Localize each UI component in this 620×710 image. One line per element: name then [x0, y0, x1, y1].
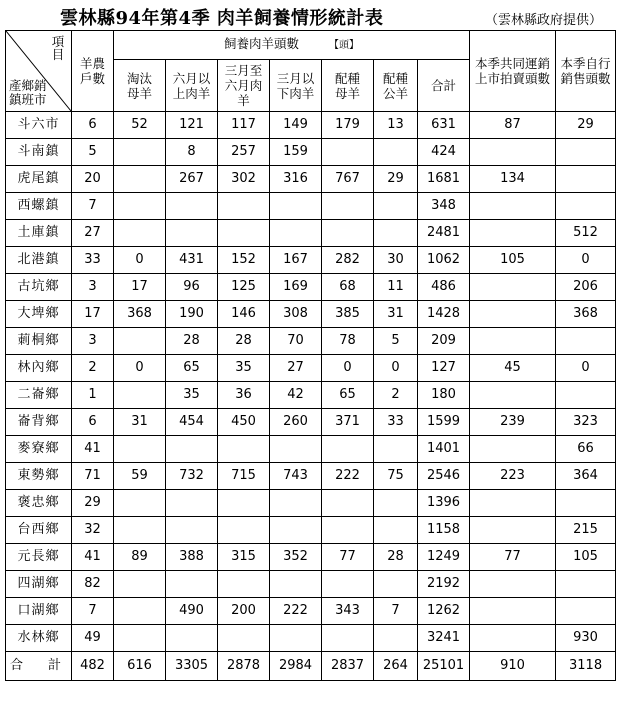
cell-c2 — [166, 625, 218, 652]
cell-c4 — [270, 436, 322, 463]
cell-c4 — [270, 571, 322, 598]
table-row — [6, 544, 616, 571]
cell-c1 — [114, 571, 166, 598]
cell-joint: 87 — [470, 112, 556, 139]
cell-c4 — [270, 193, 322, 220]
cell-c5 — [322, 625, 374, 652]
cell-c6 — [374, 490, 418, 517]
cell-self: 323 — [556, 409, 616, 436]
cell-farmers: 41 — [72, 436, 114, 463]
cell-c4: 159 — [270, 139, 322, 166]
cell-total: 1428 — [418, 301, 470, 328]
total-c2: 3305 — [166, 652, 218, 681]
table-row — [6, 139, 616, 166]
township-name: 元長鄉 — [6, 544, 72, 571]
cell-c1 — [114, 490, 166, 517]
cell-farmers: 32 — [72, 517, 114, 544]
cell-c4: 743 — [270, 463, 322, 490]
cell-c5 — [322, 220, 374, 247]
col-header-total: 合計 — [418, 60, 470, 112]
table-row — [6, 409, 616, 436]
cell-self — [556, 598, 616, 625]
cell-farmers: 17 — [72, 301, 114, 328]
cell-c5: 78 — [322, 328, 374, 355]
cell-c4 — [270, 490, 322, 517]
cell-c2 — [166, 571, 218, 598]
cell-c6 — [374, 517, 418, 544]
page-title: 雲林縣94年第4季 肉羊飼養情形統計表 — [60, 8, 384, 29]
total-c5: 2837 — [322, 652, 374, 681]
township-name: 大埤鄉 — [6, 301, 72, 328]
cell-c4 — [270, 220, 322, 247]
cell-joint — [470, 625, 556, 652]
cell-total: 180 — [418, 382, 470, 409]
cell-farmers: 6 — [72, 112, 114, 139]
cell-c1: 17 — [114, 274, 166, 301]
col-header-breeding-rams: 配種公羊 — [374, 60, 418, 112]
table-row — [6, 490, 616, 517]
cell-c5: 0 — [322, 355, 374, 382]
cell-joint: 45 — [470, 355, 556, 382]
cell-total: 348 — [418, 193, 470, 220]
township-name: 口湖鄉 — [6, 598, 72, 625]
cell-self: 29 — [556, 112, 616, 139]
cell-total: 1262 — [418, 598, 470, 625]
cell-c3 — [218, 436, 270, 463]
cell-c5: 68 — [322, 274, 374, 301]
cell-c3: 450 — [218, 409, 270, 436]
cell-c3: 117 — [218, 112, 270, 139]
farmers-header: 羊農戶數 — [72, 31, 114, 112]
township-name: 崙背鄉 — [6, 409, 72, 436]
cell-c1 — [114, 625, 166, 652]
cell-total: 631 — [418, 112, 470, 139]
cell-c4: 222 — [270, 598, 322, 625]
cell-total: 3241 — [418, 625, 470, 652]
cell-c6: 28 — [374, 544, 418, 571]
cell-farmers: 7 — [72, 598, 114, 625]
township-name: 二崙鄉 — [6, 382, 72, 409]
table-row — [6, 517, 616, 544]
cell-c1: 31 — [114, 409, 166, 436]
cell-joint: 239 — [470, 409, 556, 436]
cell-farmers: 82 — [72, 571, 114, 598]
cell-c2 — [166, 490, 218, 517]
cell-c2: 388 — [166, 544, 218, 571]
cell-c5: 343 — [322, 598, 374, 625]
cell-total: 1249 — [418, 544, 470, 571]
cell-c4: 149 — [270, 112, 322, 139]
township-name: 台西鄉 — [6, 517, 72, 544]
col-header-cull-ewes: 淘汰母羊 — [114, 60, 166, 112]
cell-c6: 11 — [374, 274, 418, 301]
cell-c2: 28 — [166, 328, 218, 355]
cell-c1: 52 — [114, 112, 166, 139]
cell-c6 — [374, 625, 418, 652]
cell-c4: 260 — [270, 409, 322, 436]
table-row — [6, 112, 616, 139]
cell-farmers: 3 — [72, 274, 114, 301]
cell-c5: 385 — [322, 301, 374, 328]
cell-c6: 75 — [374, 463, 418, 490]
township-name: 莿桐鄉 — [6, 328, 72, 355]
cell-self — [556, 382, 616, 409]
cell-c3: 35 — [218, 355, 270, 382]
cell-c4: 169 — [270, 274, 322, 301]
township-name: 西螺鎮 — [6, 193, 72, 220]
cell-c3 — [218, 220, 270, 247]
cell-self — [556, 490, 616, 517]
cell-c1 — [114, 328, 166, 355]
township-name: 褒忠鄉 — [6, 490, 72, 517]
cell-c4 — [270, 517, 322, 544]
cell-total: 127 — [418, 355, 470, 382]
cell-c4: 352 — [270, 544, 322, 571]
township-name: 虎尾鎮 — [6, 166, 72, 193]
goat-statistics-table — [5, 30, 616, 681]
cell-c5 — [322, 490, 374, 517]
total-self: 3118 — [556, 652, 616, 681]
cell-c4: 70 — [270, 328, 322, 355]
cell-c2: 121 — [166, 112, 218, 139]
total-farmers: 482 — [72, 652, 114, 681]
cell-c5 — [322, 139, 374, 166]
cell-joint — [470, 139, 556, 166]
cell-self — [556, 193, 616, 220]
cell-joint — [470, 571, 556, 598]
cell-c2: 454 — [166, 409, 218, 436]
cell-total: 1401 — [418, 436, 470, 463]
cell-c5: 371 — [322, 409, 374, 436]
table-row — [6, 598, 616, 625]
cell-c2 — [166, 517, 218, 544]
cell-c6: 33 — [374, 409, 418, 436]
source-note: （雲林縣政府提供） — [484, 13, 602, 28]
cell-c6 — [374, 436, 418, 463]
township-name: 水林鄉 — [6, 625, 72, 652]
cell-joint — [470, 598, 556, 625]
cell-c4: 167 — [270, 247, 322, 274]
cell-farmers: 3 — [72, 328, 114, 355]
cell-c4: 316 — [270, 166, 322, 193]
cell-c5: 77 — [322, 544, 374, 571]
cell-joint — [470, 274, 556, 301]
corner-header — [6, 31, 72, 112]
col-header-over-6m: 六月以上肉羊 — [166, 60, 218, 112]
cell-self: 0 — [556, 355, 616, 382]
total-c3: 2878 — [218, 652, 270, 681]
cell-c2: 8 — [166, 139, 218, 166]
cell-c6: 13 — [374, 112, 418, 139]
cell-c1 — [114, 517, 166, 544]
cell-c1 — [114, 382, 166, 409]
cell-self — [556, 166, 616, 193]
group-label: 飼養肉羊頭數 — [224, 36, 300, 51]
cell-c3: 125 — [218, 274, 270, 301]
cell-joint: 77 — [470, 544, 556, 571]
table-row — [6, 571, 616, 598]
table-row — [6, 247, 616, 274]
cell-joint — [470, 517, 556, 544]
table-row — [6, 382, 616, 409]
cell-c6: 29 — [374, 166, 418, 193]
cell-farmers: 49 — [72, 625, 114, 652]
cell-c2: 732 — [166, 463, 218, 490]
cell-c5 — [322, 571, 374, 598]
cell-farmers: 27 — [72, 220, 114, 247]
cell-c4: 27 — [270, 355, 322, 382]
cell-c6 — [374, 193, 418, 220]
table-row — [6, 301, 616, 328]
cell-farmers: 71 — [72, 463, 114, 490]
cell-farmers: 7 — [72, 193, 114, 220]
col-header-under-3m: 三月以下肉羊 — [270, 60, 322, 112]
cell-c3 — [218, 625, 270, 652]
cell-joint — [470, 193, 556, 220]
cell-c1: 368 — [114, 301, 166, 328]
cell-c2: 65 — [166, 355, 218, 382]
cell-farmers: 6 — [72, 409, 114, 436]
cell-c2 — [166, 220, 218, 247]
cell-joint: 134 — [470, 166, 556, 193]
cell-self: 368 — [556, 301, 616, 328]
cell-c3 — [218, 490, 270, 517]
township-name: 古坑鄉 — [6, 274, 72, 301]
corner-item-label: 項目 — [51, 34, 65, 62]
cell-self — [556, 139, 616, 166]
table-row — [6, 436, 616, 463]
cell-c2: 35 — [166, 382, 218, 409]
cell-total: 1158 — [418, 517, 470, 544]
corner-region-label: 產鄉銷鎮班市 — [9, 78, 47, 107]
cell-c1 — [114, 436, 166, 463]
cell-c3: 36 — [218, 382, 270, 409]
total-joint: 910 — [470, 652, 556, 681]
total-total: 25101 — [418, 652, 470, 681]
cell-total: 424 — [418, 139, 470, 166]
cell-farmers: 5 — [72, 139, 114, 166]
cell-c3 — [218, 193, 270, 220]
cell-farmers: 33 — [72, 247, 114, 274]
cell-self — [556, 571, 616, 598]
cell-c6: 0 — [374, 355, 418, 382]
cell-c3: 28 — [218, 328, 270, 355]
table-row — [6, 625, 616, 652]
cell-c3 — [218, 517, 270, 544]
cell-total: 209 — [418, 328, 470, 355]
cell-c2: 267 — [166, 166, 218, 193]
cell-total: 2546 — [418, 463, 470, 490]
cell-c6: 30 — [374, 247, 418, 274]
cell-joint — [470, 382, 556, 409]
township-name: 土庫鎮 — [6, 220, 72, 247]
cell-total: 1599 — [418, 409, 470, 436]
table-row — [6, 220, 616, 247]
table-row — [6, 463, 616, 490]
cell-farmers: 29 — [72, 490, 114, 517]
cell-c3: 302 — [218, 166, 270, 193]
cell-c2: 490 — [166, 598, 218, 625]
cell-joint — [470, 490, 556, 517]
cell-farmers: 20 — [72, 166, 114, 193]
cell-c6: 5 — [374, 328, 418, 355]
cell-c6 — [374, 571, 418, 598]
cell-joint: 105 — [470, 247, 556, 274]
cell-total: 2192 — [418, 571, 470, 598]
unit-label: 【頭】 — [329, 40, 360, 51]
cell-self: 206 — [556, 274, 616, 301]
cell-joint: 223 — [470, 463, 556, 490]
cell-self: 0 — [556, 247, 616, 274]
totals-label: 合 計 — [6, 652, 72, 681]
cell-c6: 7 — [374, 598, 418, 625]
cell-total: 1396 — [418, 490, 470, 517]
cell-c4 — [270, 625, 322, 652]
cell-total: 1681 — [418, 166, 470, 193]
total-c1: 616 — [114, 652, 166, 681]
cell-c2: 96 — [166, 274, 218, 301]
table-row — [6, 328, 616, 355]
cell-c2 — [166, 436, 218, 463]
group-header — [114, 31, 470, 60]
cell-farmers: 2 — [72, 355, 114, 382]
township-name: 東勢鄉 — [6, 463, 72, 490]
col-header-breeding-ewes: 配種母羊 — [322, 60, 374, 112]
cell-c3: 200 — [218, 598, 270, 625]
cell-c6: 31 — [374, 301, 418, 328]
table-row — [6, 166, 616, 193]
cell-farmers: 41 — [72, 544, 114, 571]
cell-c3 — [218, 571, 270, 598]
township-name: 麥寮鄉 — [6, 436, 72, 463]
township-name: 斗南鎮 — [6, 139, 72, 166]
cell-c4: 42 — [270, 382, 322, 409]
cell-c5: 179 — [322, 112, 374, 139]
cell-c3: 315 — [218, 544, 270, 571]
cell-c1: 89 — [114, 544, 166, 571]
cell-c5 — [322, 193, 374, 220]
cell-c1 — [114, 139, 166, 166]
cell-total: 1062 — [418, 247, 470, 274]
cell-c3: 257 — [218, 139, 270, 166]
township-name: 四湖鄉 — [6, 571, 72, 598]
total-c4: 2984 — [270, 652, 322, 681]
cell-farmers: 1 — [72, 382, 114, 409]
cell-c1 — [114, 166, 166, 193]
cell-c5 — [322, 517, 374, 544]
cell-c3: 715 — [218, 463, 270, 490]
cell-self: 66 — [556, 436, 616, 463]
township-name: 北港鎮 — [6, 247, 72, 274]
cell-joint — [470, 220, 556, 247]
table-row — [6, 274, 616, 301]
township-name: 林內鄉 — [6, 355, 72, 382]
cell-total: 2481 — [418, 220, 470, 247]
cell-c1 — [114, 220, 166, 247]
cell-c5: 222 — [322, 463, 374, 490]
cell-c3: 152 — [218, 247, 270, 274]
cell-total: 486 — [418, 274, 470, 301]
cell-joint — [470, 328, 556, 355]
cell-c1: 0 — [114, 355, 166, 382]
table-row — [6, 355, 616, 382]
cell-c2: 190 — [166, 301, 218, 328]
cell-c6 — [374, 139, 418, 166]
cell-self: 930 — [556, 625, 616, 652]
cell-self: 105 — [556, 544, 616, 571]
totals-row — [6, 652, 616, 681]
cell-joint — [470, 301, 556, 328]
cell-self: 215 — [556, 517, 616, 544]
joint-sales-header: 本季共同運銷上市拍賣頭數 — [470, 31, 556, 112]
table-row — [6, 193, 616, 220]
table-body — [6, 112, 616, 681]
cell-c5: 767 — [322, 166, 374, 193]
cell-joint — [470, 436, 556, 463]
cell-c1 — [114, 598, 166, 625]
cell-c1: 0 — [114, 247, 166, 274]
cell-c4: 308 — [270, 301, 322, 328]
cell-c5: 65 — [322, 382, 374, 409]
cell-c5 — [322, 436, 374, 463]
cell-self: 512 — [556, 220, 616, 247]
total-c6: 264 — [374, 652, 418, 681]
col-header-3-to-6m: 三月至六月肉羊 — [218, 60, 270, 112]
cell-c2 — [166, 193, 218, 220]
cell-self: 364 — [556, 463, 616, 490]
cell-c5: 282 — [322, 247, 374, 274]
township-name: 斗六市 — [6, 112, 72, 139]
cell-self — [556, 328, 616, 355]
self-sales-header: 本季自行銷售頭數 — [556, 31, 616, 112]
cell-c1 — [114, 193, 166, 220]
cell-c2: 431 — [166, 247, 218, 274]
cell-c3: 146 — [218, 301, 270, 328]
cell-c1: 59 — [114, 463, 166, 490]
cell-c6: 2 — [374, 382, 418, 409]
cell-c6 — [374, 220, 418, 247]
